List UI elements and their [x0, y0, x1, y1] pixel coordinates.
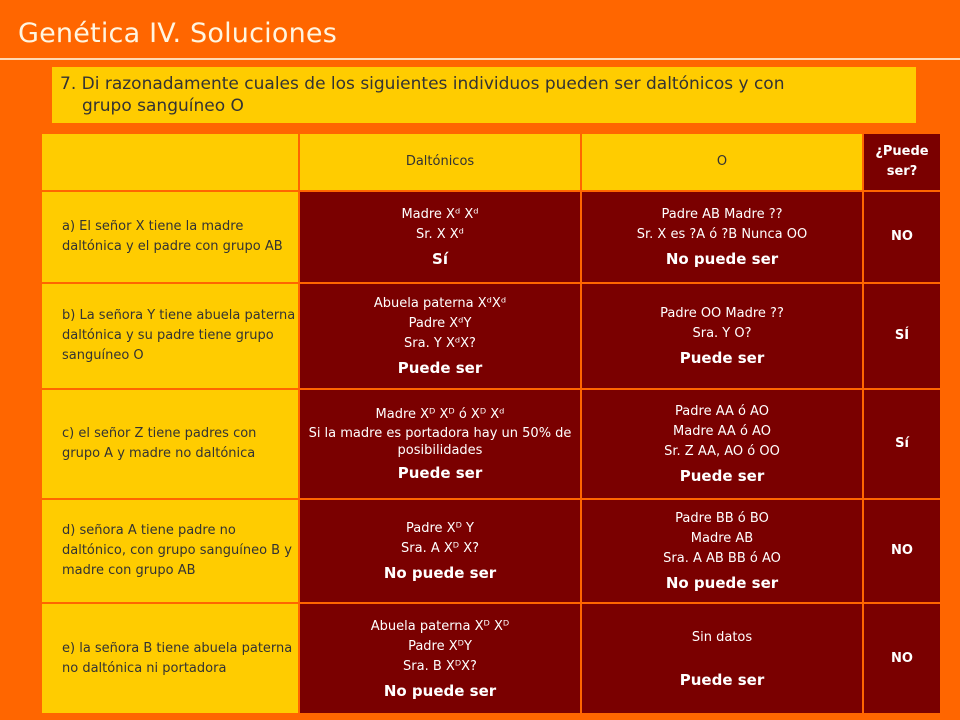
table-row	[41, 389, 941, 499]
daltonicos-result: Puede ser	[397, 359, 483, 377]
daltonicos-line: Abuela paterna XᵈXᵈ	[373, 296, 507, 311]
o-line: Madre AA ó AO	[673, 424, 771, 439]
o-result: Puede ser	[679, 349, 765, 367]
table-row	[41, 499, 941, 603]
daltonicos-line: Madre Xᵈ Xᵈ	[401, 207, 479, 222]
daltonicos-line: Padre XᴰY	[408, 638, 472, 654]
daltonicos-cell	[299, 499, 581, 603]
table-row	[41, 603, 941, 714]
o-line: Sra. Y O?	[692, 326, 752, 341]
header-row	[41, 133, 941, 191]
daltonicos-line: Sra. Y XᵈX?	[404, 336, 476, 351]
o-cell	[581, 389, 863, 499]
header-empty	[41, 133, 299, 191]
daltonicos-line: Si la madre es portadora hay un 50% de posibilidades	[308, 426, 572, 458]
o-cell	[581, 191, 863, 283]
header-o: O	[581, 133, 863, 191]
row-description: a) El señor X tiene la madre daltónica y el padre con grupo AB	[41, 191, 299, 283]
table-row	[41, 191, 941, 283]
o-line: Padre BB ó BO	[675, 511, 769, 526]
daltonicos-line: Sr. X Xᵈ	[416, 227, 464, 242]
verdict-cell: SÍ	[863, 283, 941, 389]
o-result: Puede ser	[679, 670, 765, 689]
o-cell	[581, 283, 863, 389]
o-line: Madre AB	[690, 531, 754, 546]
verdict-cell: Sí	[863, 389, 941, 499]
o-line: Sr. X es ?A ó ?B Nunca OO	[636, 227, 808, 242]
title-underline	[0, 58, 960, 60]
header-puede-ser	[863, 133, 941, 191]
o-cell	[581, 499, 863, 603]
page-title: Genética IV. Soluciones	[18, 18, 337, 49]
daltonicos-line: Padre XᵈY	[408, 316, 472, 331]
daltonicos-result: No puede ser	[383, 681, 497, 700]
o-result: No puede ser	[665, 250, 779, 268]
header-puede-line-1: ¿Puede	[875, 144, 929, 159]
daltonicos-result: Sí	[432, 250, 448, 268]
o-line: Sra. A AB BB ó AO	[663, 551, 781, 566]
daltonicos-cell	[299, 603, 581, 714]
daltonicos-line: Madre Xᴰ Xᴰ ó Xᴰ Xᵈ	[375, 407, 505, 422]
daltonicos-line: Abuela paterna Xᴰ Xᴰ	[370, 618, 510, 634]
o-cell	[581, 603, 863, 714]
o-result: No puede ser	[665, 574, 779, 592]
daltonicos-line: Sra. A Xᴰ X?	[401, 541, 479, 556]
o-spacer	[583, 648, 861, 666]
verdict-cell: NO	[863, 499, 941, 603]
daltonicos-cell	[299, 389, 581, 499]
row-description: c) el señor Z tiene padres con grupo A y madre no daltónica	[41, 389, 299, 499]
row-description: d) señora A tiene padre no daltónico, con grupo sanguíneo B y madre con grupo AB	[41, 499, 299, 603]
row-description: b) La señora Y tiene abuela paterna daltónica y su padre tiene grupo sanguíneo O	[41, 283, 299, 389]
daltonicos-result: No puede ser	[383, 564, 497, 582]
solutions-table	[40, 132, 942, 715]
o-result: Puede ser	[679, 467, 765, 485]
verdict-cell: NO	[863, 191, 941, 283]
o-line: Padre OO Madre ??	[660, 306, 784, 321]
o-line: Sr. Z AA, AO ó OO	[664, 444, 780, 459]
daltonicos-cell	[299, 191, 581, 283]
daltonicos-line: Sra. B XᴰX?	[403, 658, 477, 674]
verdict-cell: NO	[863, 603, 941, 714]
daltonicos-cell	[299, 283, 581, 389]
question-box	[52, 67, 916, 123]
o-line: Padre AB Madre ??	[661, 207, 783, 222]
question-line-2: grupo sanguíneo O	[82, 96, 244, 116]
header-daltonicos: Daltónicos	[299, 133, 581, 191]
question-line-1: 7. Di razonadamente cuales de los siguientes individuos pueden ser daltónicos y con	[60, 74, 785, 94]
header-puede-line-2: ser?	[886, 164, 918, 179]
o-line: Sin datos	[691, 629, 753, 645]
table-row	[41, 283, 941, 389]
daltonicos-result: Puede ser	[397, 464, 483, 482]
daltonicos-line: Padre Xᴰ Y	[406, 521, 474, 536]
row-description: e) la señora B tiene abuela paterna no daltónica ni portadora	[41, 603, 299, 714]
o-line: Padre AA ó AO	[675, 404, 769, 419]
